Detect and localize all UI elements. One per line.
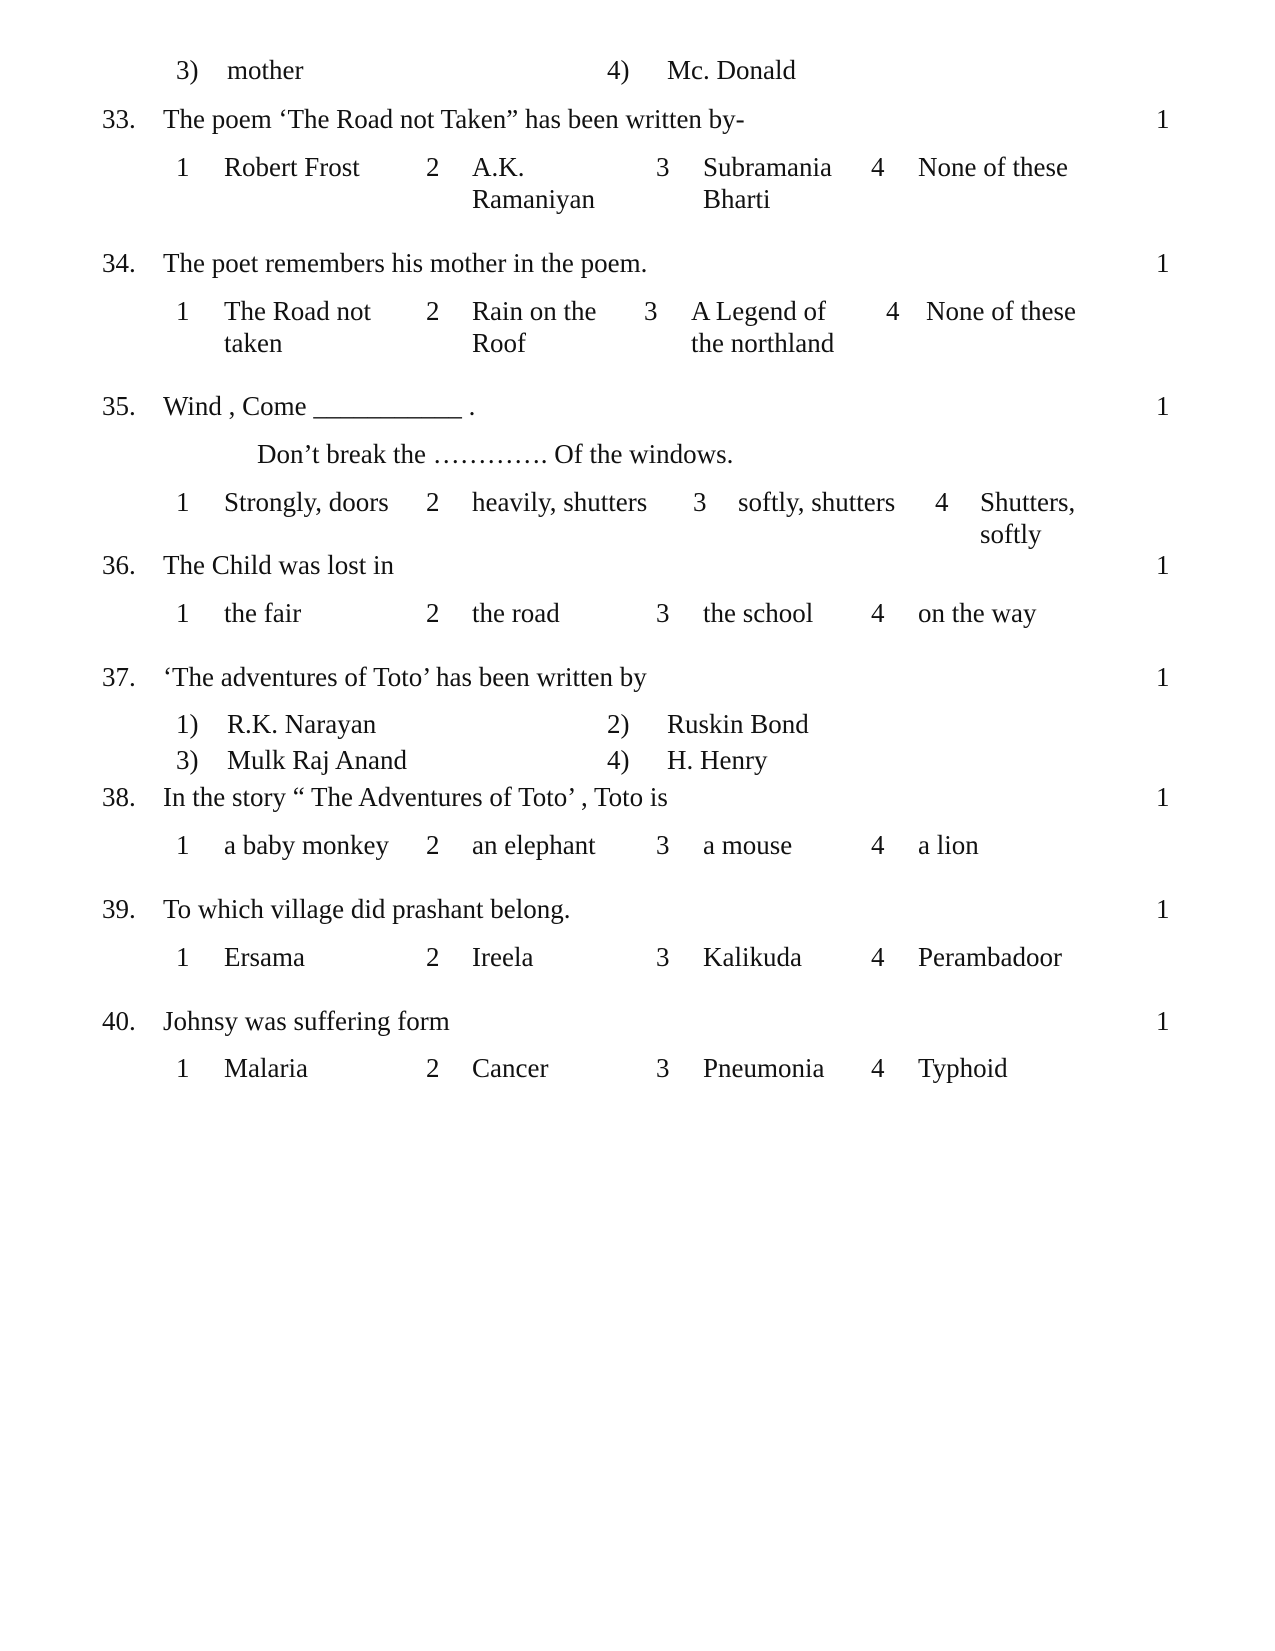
option-text: Typhoid [918,1053,1008,1083]
question-number: 36. [102,550,136,580]
option-text: Kalikuda [703,942,802,972]
option-text: a lion [918,830,979,860]
question-marks: 1 [1156,662,1170,692]
option-text: mother [227,55,304,85]
option-text: Ersama [224,942,305,972]
question-marks: 1 [1156,894,1170,924]
option-number: 4 [886,296,900,326]
option-number: 2 [426,598,440,628]
option-text: Malaria [224,1053,308,1083]
option-number: 1 [176,830,190,860]
option-number: 3 [644,296,658,326]
question-number: 39. [102,894,136,924]
question-marks: 1 [1156,391,1170,421]
option-text: None of these [918,152,1068,182]
question-text: To which village did prashant belong. [163,894,571,924]
option-text: R.K. Narayan [227,709,377,739]
option-text: the northland [691,328,835,358]
option-number: 2 [426,487,440,517]
option-text: the school [703,598,814,628]
option-text: Shutters, [980,487,1076,517]
question-number: 38. [102,782,136,812]
option-number: 4 [871,830,885,860]
option-number: 3) [176,745,199,775]
option-text: Ramaniyan [472,184,595,214]
option-number: 4 [871,152,885,182]
option-number: 2 [426,830,440,860]
option-number: 4 [871,942,885,972]
option-number: 3) [176,55,199,85]
option-text: taken [224,328,283,358]
question-marks: 1 [1156,782,1170,812]
question-subtext: Don’t break the …………. Of the windows. [257,439,734,469]
option-number: 2 [426,152,440,182]
question-text: ‘The adventures of Toto’ has been written by [163,662,647,692]
question-number: 35. [102,391,136,421]
question-marks: 1 [1156,248,1170,278]
question-text: The poet remembers his mother in the poem. [163,248,648,278]
option-text: an elephant [472,830,596,860]
option-text: Rain on the [472,296,597,326]
option-number: 2) [607,709,630,739]
option-text: H. Henry [667,745,768,775]
option-text: a baby monkey [224,830,389,860]
option-number: 3 [656,598,670,628]
option-text: Pneumonia [703,1053,825,1083]
option-text: Ireela [472,942,534,972]
option-text: None of these [926,296,1076,326]
option-text: Cancer [472,1053,549,1083]
option-text: The Road not [224,296,371,326]
option-text: a mouse [703,830,793,860]
option-number: 2 [426,296,440,326]
option-text: Perambadoor [918,942,1062,972]
question-text: Johnsy was suffering form [163,1006,450,1036]
option-number: 1 [176,152,190,182]
option-text: Strongly, doors [224,487,389,517]
option-number: 3 [656,1053,670,1083]
option-text: the road [472,598,560,628]
question-number: 37. [102,662,136,692]
option-number: 1 [176,296,190,326]
option-text: on the way [918,598,1037,628]
option-text: Robert Frost [224,152,360,182]
question-text: The poem ‘The Road not Taken” has been written by- [163,104,745,134]
option-number: 4) [607,55,630,85]
option-number: 1 [176,598,190,628]
option-number: 1 [176,1053,190,1083]
option-number: 4 [935,487,949,517]
option-text: the fair [224,598,302,628]
option-text: softly [980,519,1042,549]
question-text: The Child was lost in [163,550,394,580]
option-text: Ruskin Bond [667,709,809,739]
option-text: heavily, shutters [472,487,648,517]
option-number: 3 [693,487,707,517]
option-number: 2 [426,942,440,972]
option-number: 1) [176,709,199,739]
option-number: 2 [426,1053,440,1083]
option-text: A Legend of [691,296,826,326]
option-number: 4 [871,598,885,628]
option-number: 4) [607,745,630,775]
option-text: Mc. Donald [667,55,796,85]
option-number: 3 [656,830,670,860]
option-text: Mulk Raj Anand [227,745,407,775]
question-number: 33. [102,104,136,134]
option-number: 3 [656,152,670,182]
option-text: softly, shutters [738,487,896,517]
question-marks: 1 [1156,104,1170,134]
option-number: 1 [176,487,190,517]
question-number: 40. [102,1006,136,1036]
option-text: A.K. [472,152,525,182]
question-text: Wind , Come ___________ . [163,391,476,421]
option-text: Subramania [703,152,832,182]
question-marks: 1 [1156,550,1170,580]
option-number: 3 [656,942,670,972]
option-text: Roof [472,328,526,358]
question-number: 34. [102,248,136,278]
option-number: 1 [176,942,190,972]
question-text: In the story “ The Adventures of Toto’ , Toto is [163,782,668,812]
option-text: Bharti [703,184,771,214]
option-number: 4 [871,1053,885,1083]
question-marks: 1 [1156,1006,1170,1036]
